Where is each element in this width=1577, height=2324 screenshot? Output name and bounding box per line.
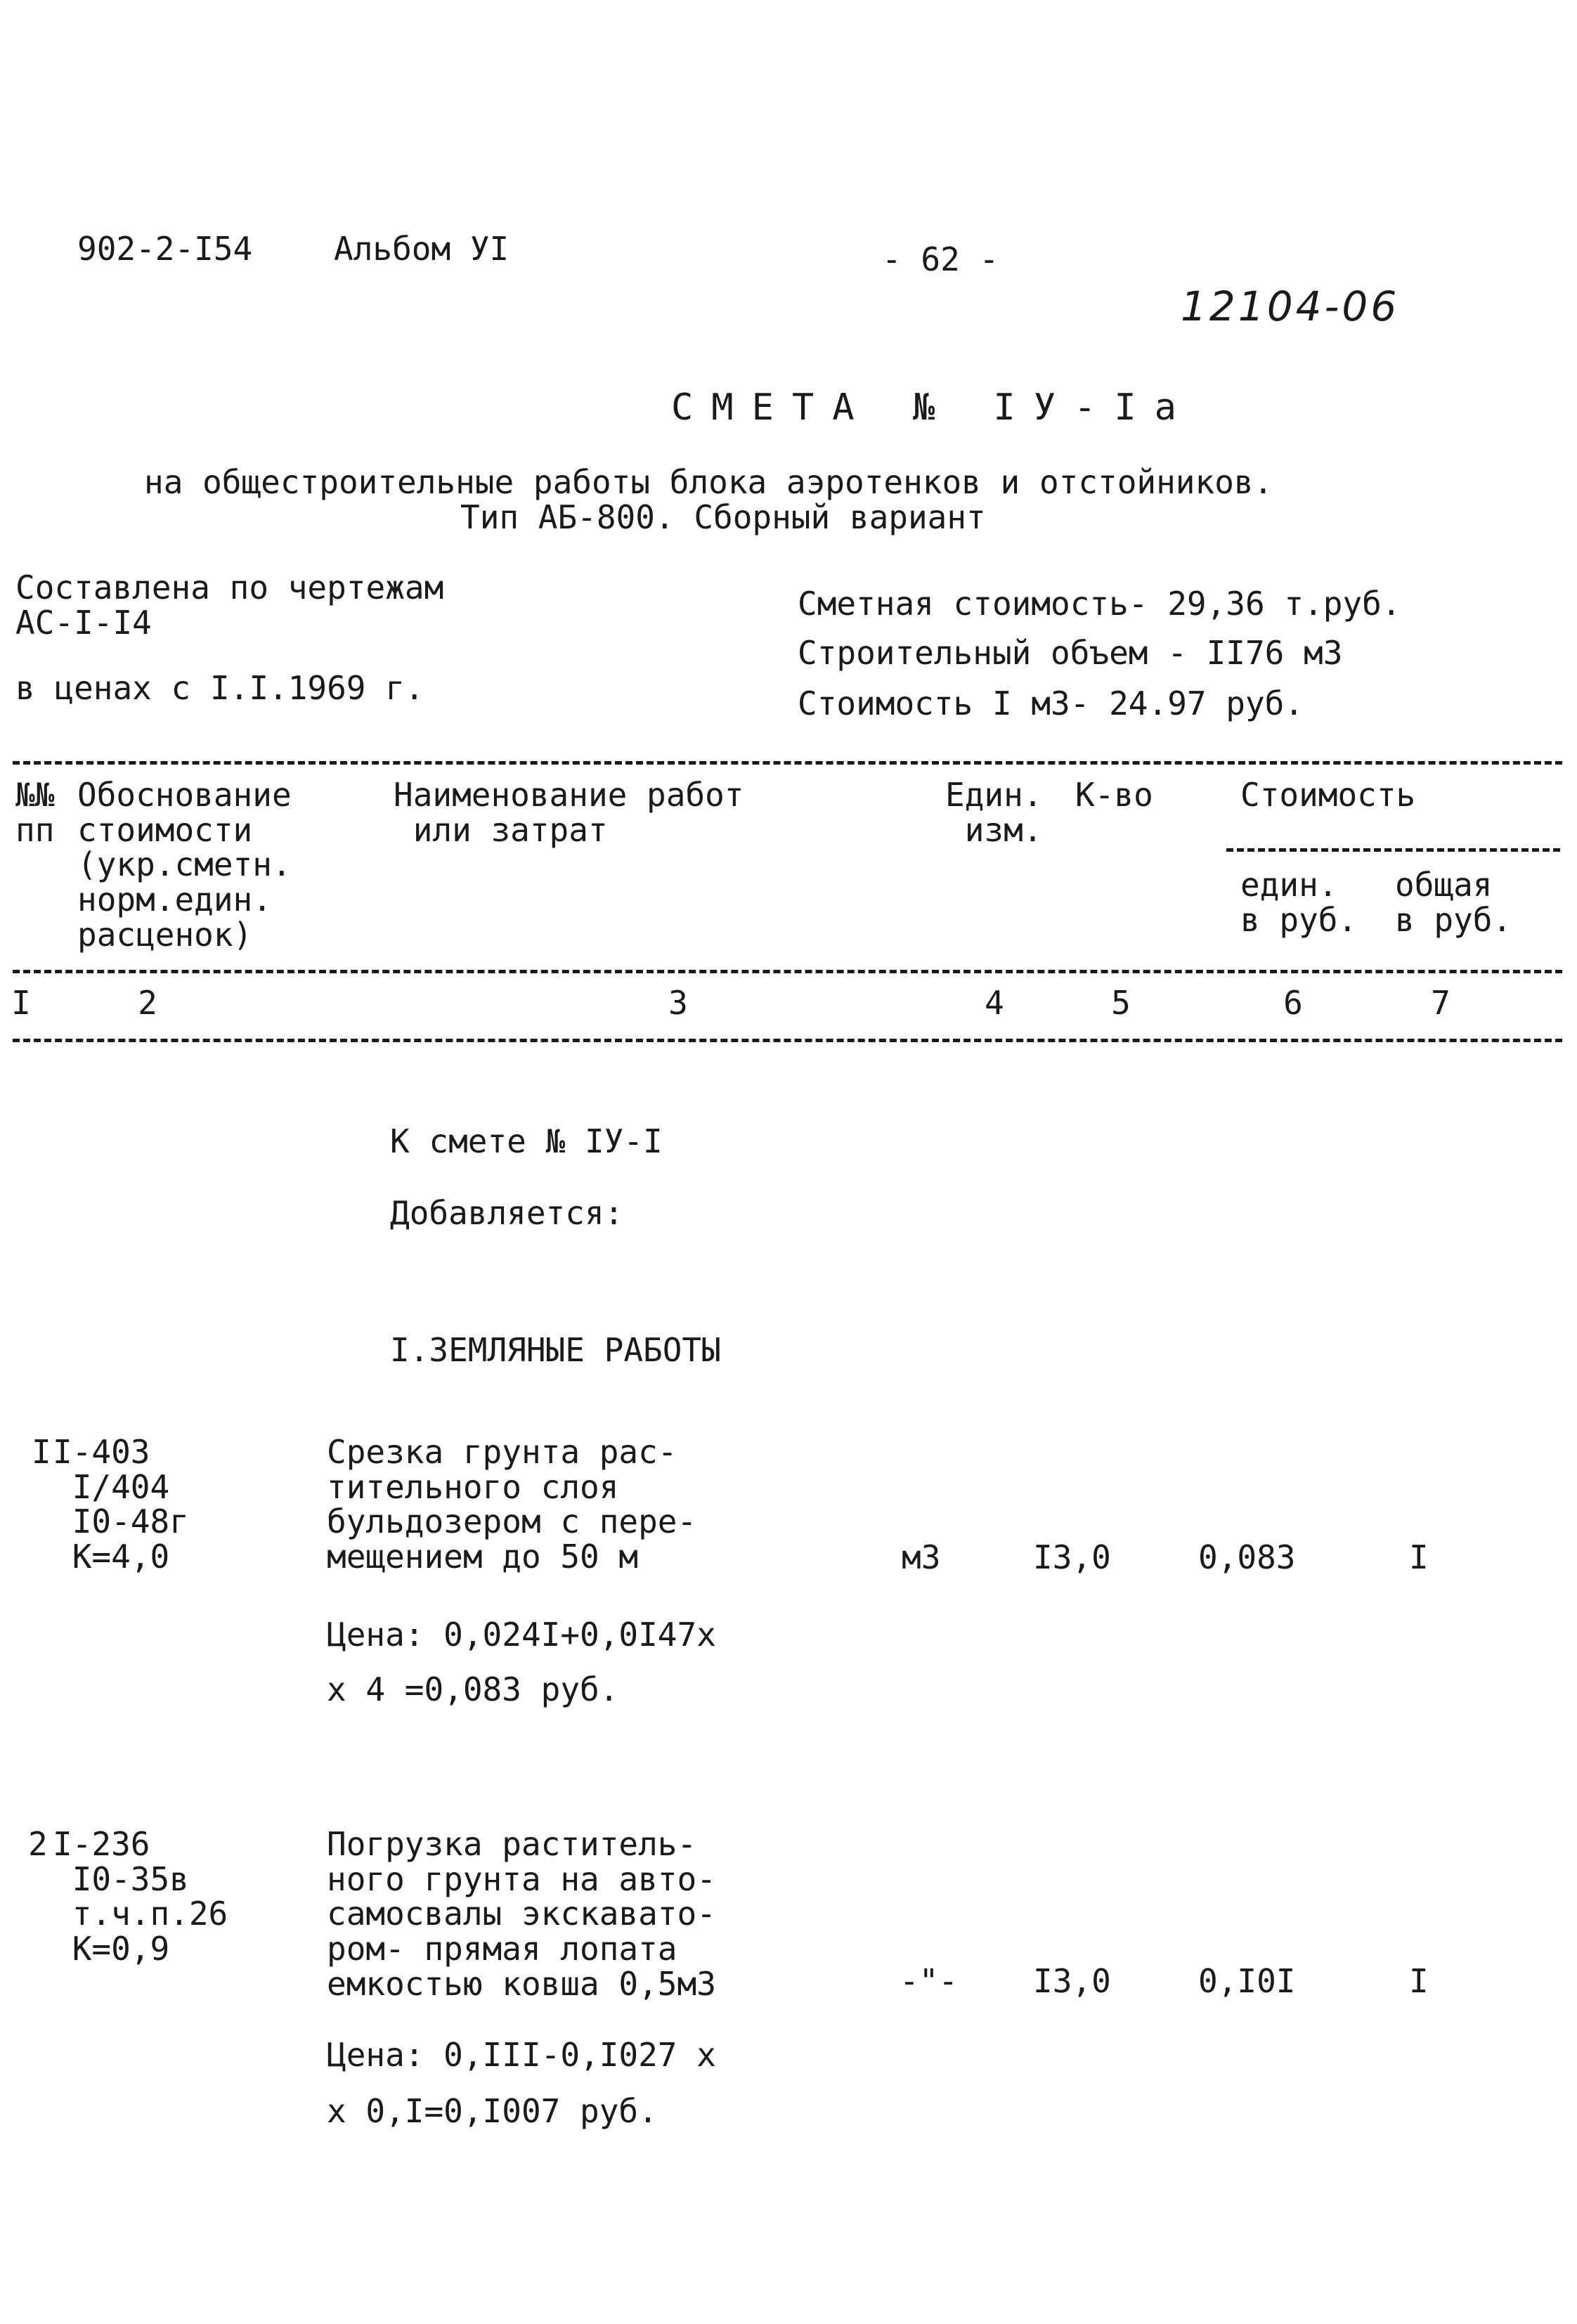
drawings-label: Составлена по чертежам [15, 569, 444, 606]
col-header-name: Наименование работ или затрат [394, 776, 744, 849]
estimated-cost: Сметная стоимость- 29,36 т.руб. [798, 585, 1401, 623]
row-unit-price: 0,I0I [1198, 1962, 1296, 2000]
row-work-name: Погрузка раститель- ного грунта на авто- самосвалы экскавато- ром- прямая лопата емкостью ковша 0,5м3 [327, 1825, 716, 2003]
row-price-calc: Цена: 0,III-0,I027 х [327, 2036, 716, 2074]
col-header-basis: Обоснование стоимости (укр.сметн. норм.един. расценок) [77, 776, 292, 954]
row-unit: м3 [902, 1538, 941, 1576]
row-number: I [32, 1433, 51, 1471]
drawings-code: АС-I-I4 [15, 604, 152, 642]
section-title: I.ЗЕМЛЯНЫЕ РАБОТЫ [390, 1331, 721, 1369]
col-number: 4 [985, 984, 1004, 1022]
price-base: в ценах с I.I.1969 г. [15, 669, 424, 707]
table-top-rule [13, 761, 1562, 765]
building-volume: Строительный объем - II76 м3 [798, 634, 1343, 672]
col-number: I [11, 984, 31, 1022]
col-number: 7 [1431, 984, 1451, 1022]
row-basis: I-403 I/404 I0-48г К=4,0 [53, 1433, 189, 1576]
row-total: I [1409, 1538, 1429, 1576]
col-header-number: №№ пп [15, 776, 55, 849]
page-number: - 62 - [882, 240, 999, 278]
col-header-quantity: К-во [1075, 776, 1153, 814]
row-work-name: Срезка грунта рас- тительного слоя бульдозером с пере- мещением до 50 м [327, 1433, 697, 1576]
album-label: Альбом УI [334, 230, 510, 268]
row-quantity: I3,0 [1033, 1962, 1111, 2000]
row-price-calc: х 0,I=0,I007 руб. [327, 2092, 658, 2130]
estimate-subtitle-line2: Тип АБ-800. Сборный вариант [460, 498, 986, 536]
col-number: 6 [1283, 984, 1303, 1022]
col-header-unit-price: един. в руб. [1240, 866, 1358, 939]
row-total: I [1409, 1962, 1429, 2000]
col-number: 5 [1111, 984, 1131, 1022]
row-basis: I-236 I0-35в т.ч.п.26 К=0,9 [53, 1825, 228, 1968]
row-price-calc: Цена: 0,024I+0,0I47х [327, 1616, 716, 1654]
cost-group-rule [1226, 848, 1560, 852]
cost-per-m3: Стоимость I м3- 24.97 руб. [798, 684, 1304, 722]
column-numbers-rule [13, 1039, 1562, 1042]
col-number: 2 [138, 984, 157, 1022]
col-number: 3 [668, 984, 688, 1022]
col-header-total: общая в руб. [1395, 866, 1512, 939]
row-number: 2 [28, 1825, 48, 1863]
row-unit: -"- [900, 1962, 959, 2000]
added-label: Добавляется: [390, 1194, 624, 1232]
row-price-calc: х 4 =0,083 руб. [327, 1670, 619, 1708]
col-header-cost-group: Стоимость [1240, 776, 1416, 814]
header-rule [13, 970, 1562, 973]
estimate-reference: К смете № IУ-I [390, 1122, 663, 1160]
handwritten-number: 12104-06 [1181, 283, 1400, 330]
col-header-unit: Един. изм. [945, 776, 1043, 849]
row-quantity: I3,0 [1033, 1538, 1111, 1576]
row-unit-price: 0,083 [1198, 1538, 1296, 1576]
estimate-subtitle-line1: на общестроительные работы блока аэротенков и отстойников. [144, 463, 1273, 501]
document-code: 902-2-I54 [77, 230, 253, 268]
estimate-title: СМЕТА № IУ-Iа [671, 387, 1195, 429]
